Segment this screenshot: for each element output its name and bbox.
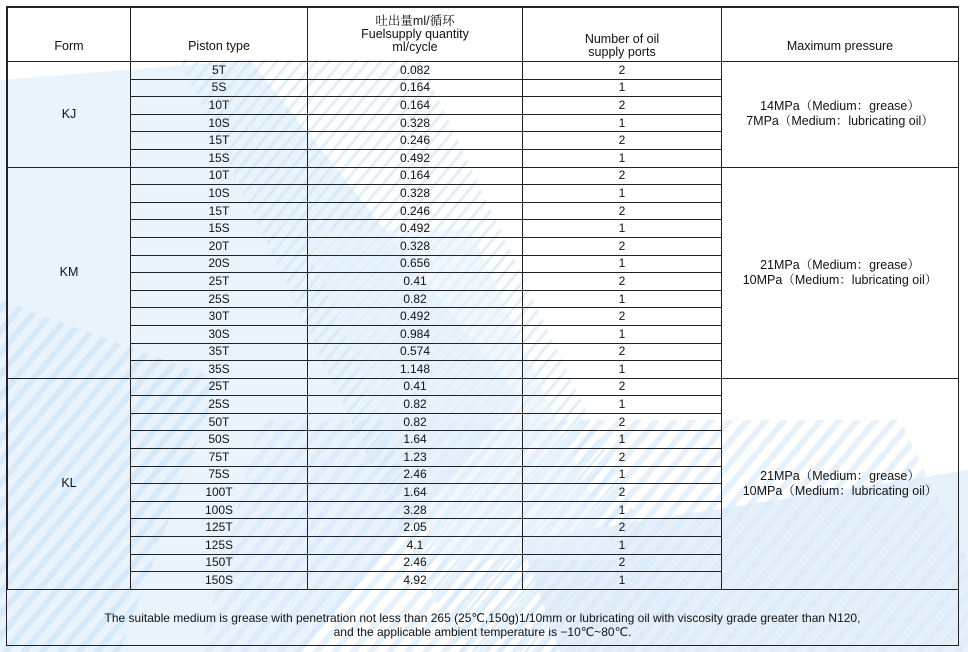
- piston-type-cell: 10S: [131, 114, 308, 132]
- fuel-quantity-cell: 0.492: [308, 149, 523, 167]
- form-cell: KJ: [8, 62, 131, 168]
- column-header-piston-type: Piston type: [131, 8, 308, 62]
- spec-sheet: [6, 6, 959, 646]
- piston-type-cell: 10T: [131, 97, 308, 115]
- max-pressure-cell: [722, 62, 959, 168]
- piston-type-cell: 15S: [131, 220, 308, 238]
- supply-ports-label-line1: Number of oil: [584, 32, 660, 46]
- fuel-quantity-cell: 1.148: [308, 361, 523, 379]
- piston-type-cell: 15T: [131, 202, 308, 220]
- fuel-quantity-cell: 0.492: [308, 308, 523, 326]
- supply-ports-cell: 1: [523, 79, 722, 97]
- footnote-line1: The suitable medium is grease with penetration not less than 265 (25℃,150g)1/10mm or lubricating oil with viscosity grade greater than N120,: [104, 611, 861, 625]
- piston-type-cell: 125T: [131, 519, 308, 537]
- pressure-grease-text: 21MPa（Medium：grease）: [760, 257, 920, 272]
- piston-type-cell: 50T: [131, 413, 308, 431]
- fuel-quantity-cell: 0.164: [308, 97, 523, 115]
- pressure-grease-text: 14MPa（Medium：grease）: [760, 99, 920, 114]
- fuel-quantity-cell: 0.82: [308, 413, 523, 431]
- supply-ports-cell: 2: [523, 237, 722, 255]
- supply-ports-label-line2: supply ports: [588, 45, 656, 59]
- column-header-max-pressure: Maximum pressure: [722, 8, 959, 62]
- piston-type-cell: 10T: [131, 167, 308, 185]
- supply-ports-cell: 1: [523, 537, 722, 555]
- footnote-line2: and the applicable ambient temperature is −10℃~80℃.: [333, 625, 632, 639]
- table-header-row: [8, 8, 959, 62]
- fuel-quantity-cell: 0.41: [308, 273, 523, 291]
- fuel-quantity-cell: 2.46: [308, 554, 523, 572]
- piston-type-cell: 30T: [131, 308, 308, 326]
- supply-ports-cell: 1: [523, 572, 722, 590]
- fuel-quantity-cell: 0.492: [308, 220, 523, 238]
- spec-table: [7, 7, 959, 590]
- column-header-form: Form: [8, 8, 131, 62]
- supply-ports-cell: 1: [523, 396, 722, 414]
- supply-ports-cell: 1: [523, 431, 722, 449]
- max-pressure-cell: [722, 167, 959, 378]
- piston-type-cell: 30S: [131, 325, 308, 343]
- column-header-fuel-quantity: [308, 8, 523, 62]
- piston-type-cell: 25S: [131, 396, 308, 414]
- pressure-oil-text: 10MPa（Medium：lubricating oil）: [742, 483, 938, 498]
- fuel-quantity-cell: 0.574: [308, 343, 523, 361]
- footnote: [7, 588, 958, 645]
- fuel-quantity-cell: 0.984: [308, 325, 523, 343]
- fuel-quantity-cell: 0.246: [308, 202, 523, 220]
- piston-type-cell: 5T: [131, 62, 308, 80]
- piston-type-cell: 25S: [131, 290, 308, 308]
- fuel-quantity-unit-label: ml/cycle: [392, 40, 438, 54]
- fuel-quantity-cell: 2.46: [308, 466, 523, 484]
- fuel-quantity-cell: 2.05: [308, 519, 523, 537]
- table-row: [8, 167, 959, 185]
- supply-ports-cell: 2: [523, 167, 722, 185]
- piston-type-cell: 35T: [131, 343, 308, 361]
- piston-type-cell: 25T: [131, 378, 308, 396]
- fuel-quantity-cell: 1.64: [308, 484, 523, 502]
- fuel-quantity-cell: 4.92: [308, 572, 523, 590]
- piston-type-cell: 150T: [131, 554, 308, 572]
- supply-ports-cell: 2: [523, 484, 722, 502]
- supply-ports-cell: 2: [523, 97, 722, 115]
- piston-type-cell: 25T: [131, 273, 308, 291]
- fuel-quantity-cell: 0.82: [308, 290, 523, 308]
- supply-ports-cell: 1: [523, 325, 722, 343]
- supply-ports-cell: 1: [523, 149, 722, 167]
- piston-type-cell: 20S: [131, 255, 308, 273]
- pressure-grease-text: 21MPa（Medium：grease）: [760, 468, 920, 483]
- fuel-quantity-en-label: Fuelsupply quantity: [361, 27, 469, 41]
- supply-ports-cell: 2: [523, 413, 722, 431]
- supply-ports-cell: 2: [523, 273, 722, 291]
- supply-ports-cell: 1: [523, 290, 722, 308]
- fuel-quantity-cell: 0.164: [308, 167, 523, 185]
- fuel-quantity-cn-label: 吐出量ml/循环: [375, 14, 455, 28]
- supply-ports-cell: 1: [523, 466, 722, 484]
- form-cell: KM: [8, 167, 131, 378]
- supply-ports-cell: 2: [523, 554, 722, 572]
- supply-ports-cell: 1: [523, 114, 722, 132]
- supply-ports-cell: 2: [523, 449, 722, 467]
- fuel-quantity-cell: 4.1: [308, 537, 523, 555]
- piston-type-cell: 75S: [131, 466, 308, 484]
- piston-type-cell: 20T: [131, 237, 308, 255]
- supply-ports-cell: 1: [523, 501, 722, 519]
- piston-type-cell: 50S: [131, 431, 308, 449]
- pressure-oil-text: 10MPa（Medium：lubricating oil）: [742, 272, 938, 287]
- piston-type-cell: 150S: [131, 572, 308, 590]
- piston-type-cell: 10S: [131, 185, 308, 203]
- column-header-supply-ports: [523, 8, 722, 62]
- supply-ports-cell: 1: [523, 220, 722, 238]
- supply-ports-cell: 1: [523, 185, 722, 203]
- supply-ports-cell: 2: [523, 519, 722, 537]
- supply-ports-cell: 2: [523, 308, 722, 326]
- piston-type-cell: 125S: [131, 537, 308, 555]
- piston-type-cell: 15T: [131, 132, 308, 150]
- table-row: [8, 378, 959, 396]
- fuel-quantity-cell: 0.328: [308, 185, 523, 203]
- piston-type-cell: 5S: [131, 79, 308, 97]
- piston-type-cell: 35S: [131, 361, 308, 379]
- fuel-quantity-cell: 3.28: [308, 501, 523, 519]
- fuel-quantity-cell: 1.64: [308, 431, 523, 449]
- fuel-quantity-cell: 0.328: [308, 237, 523, 255]
- pressure-oil-text: 7MPa（Medium：lubricating oil）: [746, 114, 934, 129]
- fuel-quantity-cell: 0.41: [308, 378, 523, 396]
- fuel-quantity-cell: 0.164: [308, 79, 523, 97]
- piston-type-cell: 100T: [131, 484, 308, 502]
- supply-ports-cell: 2: [523, 202, 722, 220]
- fuel-quantity-cell: 0.246: [308, 132, 523, 150]
- piston-type-cell: 15S: [131, 149, 308, 167]
- fuel-quantity-cell: 0.656: [308, 255, 523, 273]
- fuel-quantity-cell: 0.082: [308, 62, 523, 80]
- supply-ports-cell: 2: [523, 132, 722, 150]
- fuel-quantity-cell: 0.82: [308, 396, 523, 414]
- fuel-quantity-cell: 1.23: [308, 449, 523, 467]
- piston-type-cell: 100S: [131, 501, 308, 519]
- supply-ports-cell: 1: [523, 255, 722, 273]
- max-pressure-cell: [722, 378, 959, 589]
- supply-ports-cell: 2: [523, 378, 722, 396]
- piston-type-cell: 75T: [131, 449, 308, 467]
- fuel-quantity-cell: 0.328: [308, 114, 523, 132]
- supply-ports-cell: 1: [523, 361, 722, 379]
- supply-ports-cell: 2: [523, 62, 722, 80]
- table-body: [8, 62, 959, 590]
- supply-ports-cell: 2: [523, 343, 722, 361]
- table-row: [8, 62, 959, 80]
- form-cell: KL: [8, 378, 131, 589]
